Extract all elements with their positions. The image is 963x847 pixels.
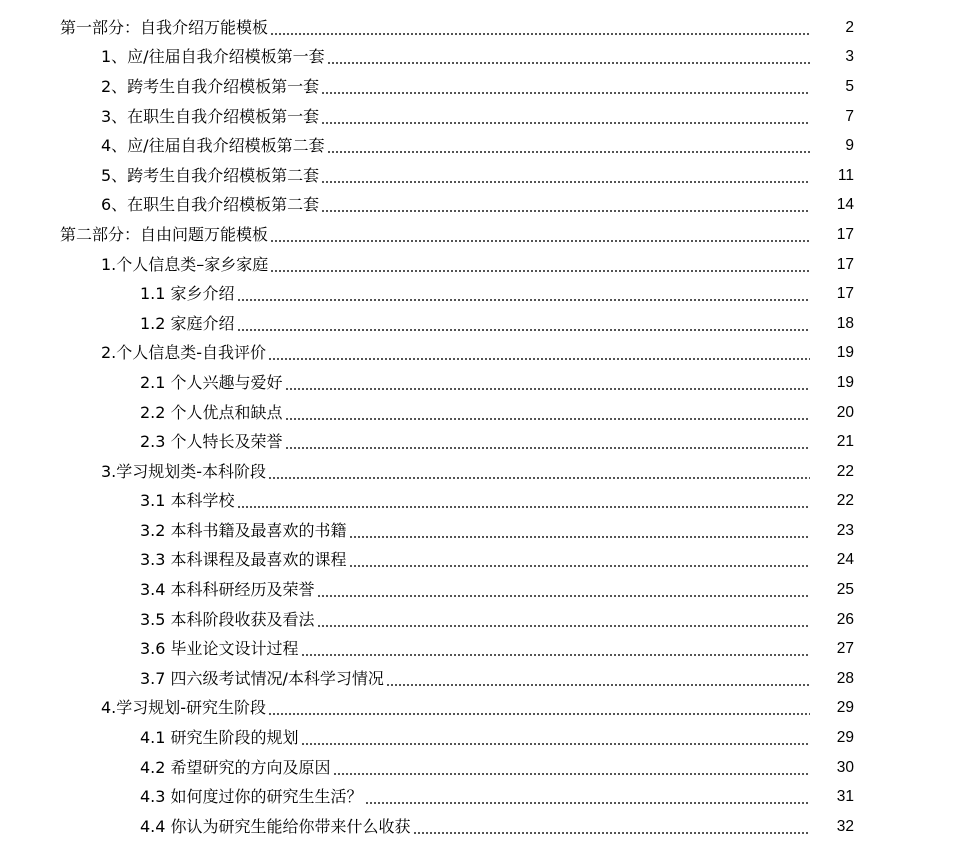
toc-entry-page-number: 19 (836, 344, 854, 362)
toc-dot-leader (270, 225, 810, 245)
toc-entry[interactable] (0, 812, 963, 842)
toc-entry[interactable] (0, 605, 963, 635)
toc-dot-leader (301, 728, 810, 748)
toc-dot-leader (270, 255, 810, 275)
toc-entry-page-number: 29 (836, 729, 854, 747)
toc-entry-title: 3.1 本科学校 (140, 491, 235, 511)
toc-dot-leader (285, 403, 810, 423)
toc-entry[interactable] (0, 753, 963, 783)
toc-entry-title: 1.2 家庭介绍 (140, 313, 235, 333)
table-of-contents (0, 13, 963, 842)
toc-entry-title: 3.5 本科阶段收获及看法 (140, 609, 315, 629)
toc-dot-leader (237, 284, 810, 304)
toc-dot-leader (333, 758, 810, 778)
toc-entry-page-number: 17 (836, 255, 854, 273)
toc-entry-title: 第一部分：自我介绍万能模板 (60, 17, 269, 37)
toc-entry[interactable] (0, 102, 963, 132)
toc-entry-title: 3.4 本科科研经历及荣誉 (140, 580, 315, 600)
toc-dot-leader (268, 343, 810, 363)
toc-entry-title: 2.3 个人特长及荣誉 (140, 432, 283, 452)
toc-entry-title: 3、在职生自我介绍模板第一套 (101, 106, 320, 126)
toc-dot-leader (285, 373, 810, 393)
toc-entry[interactable] (0, 427, 963, 457)
toc-entry-title: 3.7 四六级考试情况/本科学习情况 (140, 668, 384, 688)
toc-entry[interactable] (0, 723, 963, 753)
toc-entry[interactable] (0, 575, 963, 605)
toc-entry-page-number: 2 (845, 18, 854, 36)
toc-entry-page-number: 9 (845, 137, 854, 155)
toc-entry-title: 4、应/往届自我介绍模板第二套 (101, 136, 325, 156)
toc-entry-title: 5、跨考生自我介绍模板第二套 (101, 165, 320, 185)
toc-entry-page-number: 5 (845, 77, 854, 95)
toc-entry-title: 2.个人信息类-自我评价 (101, 343, 267, 363)
toc-entry[interactable] (0, 13, 963, 43)
toc-entry-page-number: 3 (845, 48, 854, 66)
toc-dot-leader (321, 166, 810, 186)
toc-dot-leader (285, 432, 810, 452)
toc-entry-page-number: 17 (836, 225, 854, 243)
toc-entry-page-number: 17 (836, 285, 854, 303)
toc-dot-leader (386, 669, 810, 689)
toc-dot-leader (349, 521, 810, 541)
toc-entry-page-number: 11 (837, 166, 854, 184)
toc-dot-leader (321, 195, 810, 215)
toc-entry[interactable] (0, 72, 963, 102)
toc-dot-leader (321, 107, 810, 127)
toc-entry-page-number: 25 (836, 581, 854, 599)
toc-entry-page-number: 20 (836, 403, 854, 421)
toc-entry-page-number: 23 (836, 521, 854, 539)
toc-entry-title: 4.1 研究生阶段的规划 (140, 728, 299, 748)
toc-entry-title: 2、跨考生自我介绍模板第一套 (101, 76, 320, 96)
toc-dot-leader (327, 136, 810, 156)
toc-entry[interactable] (0, 634, 963, 664)
toc-entry[interactable] (0, 131, 963, 161)
toc-entry[interactable] (0, 516, 963, 546)
toc-entry-title: 1、应/往届自我介绍模板第一套 (101, 47, 325, 67)
toc-entry[interactable] (0, 694, 963, 724)
toc-dot-leader (413, 817, 810, 837)
toc-entry-title: 4.2 希望研究的方向及原因 (140, 757, 331, 777)
toc-dot-leader (270, 18, 810, 38)
toc-entry[interactable] (0, 546, 963, 576)
toc-entry[interactable] (0, 339, 963, 369)
toc-dot-leader (327, 47, 810, 67)
toc-entry-page-number: 24 (836, 551, 854, 569)
toc-entry[interactable] (0, 250, 963, 280)
toc-dot-leader (317, 610, 810, 630)
toc-entry-title: 2.1 个人兴趣与爱好 (140, 372, 283, 392)
toc-entry-title: 3.6 毕业论文设计过程 (140, 639, 299, 659)
toc-entry[interactable] (0, 161, 963, 191)
toc-entry-title: 4.学习规划-研究生阶段 (101, 698, 267, 718)
toc-entry-page-number: 32 (836, 817, 854, 835)
toc-dot-leader (317, 580, 810, 600)
toc-entry-page-number: 19 (836, 373, 854, 391)
toc-entry-page-number: 22 (836, 462, 854, 480)
toc-entry-title: 第二部分：自由问题万能模板 (60, 224, 269, 244)
toc-dot-leader (237, 491, 810, 511)
toc-entry-page-number: 22 (836, 492, 854, 510)
toc-dot-leader (365, 787, 810, 807)
toc-entry-page-number: 7 (845, 107, 854, 125)
toc-entry[interactable] (0, 309, 963, 339)
toc-entry-page-number: 27 (836, 640, 854, 658)
toc-entry[interactable] (0, 43, 963, 73)
toc-entry-title: 1.个人信息类–家乡家庭 (101, 254, 269, 274)
toc-entry-page-number: 31 (836, 788, 854, 806)
toc-entry[interactable] (0, 664, 963, 694)
toc-entry-page-number: 14 (836, 196, 854, 214)
toc-entry[interactable] (0, 398, 963, 428)
toc-entry-title: 6、在职生自我介绍模板第二套 (101, 195, 320, 215)
toc-entry-page-number: 21 (836, 433, 854, 451)
toc-entry[interactable] (0, 782, 963, 812)
toc-dot-leader (237, 314, 810, 334)
toc-dot-leader (349, 550, 810, 570)
toc-entry[interactable] (0, 457, 963, 487)
toc-entry[interactable] (0, 368, 963, 398)
toc-dot-leader (321, 77, 810, 97)
toc-dot-leader (301, 639, 810, 659)
toc-entry-page-number: 26 (836, 610, 854, 628)
toc-entry[interactable] (0, 487, 963, 517)
toc-entry[interactable] (0, 220, 963, 250)
toc-entry-title: 3.学习规划类-本科阶段 (101, 461, 267, 481)
toc-entry-title: 1.1 家乡介绍 (140, 284, 235, 304)
toc-entry-page-number: 28 (836, 669, 854, 687)
toc-entry-title: 3.2 本科书籍及最喜欢的书籍 (140, 520, 347, 540)
toc-dot-leader (268, 698, 810, 718)
toc-dot-leader (268, 462, 810, 482)
toc-entry-title: 4.3 如何度过你的研究生生活？ (140, 787, 363, 807)
toc-entry-page-number: 18 (836, 314, 854, 332)
toc-entry-page-number: 29 (836, 699, 854, 717)
toc-entry-title: 4.4 你认为研究生能给你带来什么收获 (140, 816, 411, 836)
toc-entry[interactable] (0, 191, 963, 221)
toc-entry-title: 2.2 个人优点和缺点 (140, 402, 283, 422)
toc-entry[interactable] (0, 279, 963, 309)
toc-entry-page-number: 30 (836, 758, 854, 776)
toc-entry-title: 3.3 本科课程及最喜欢的课程 (140, 550, 347, 570)
